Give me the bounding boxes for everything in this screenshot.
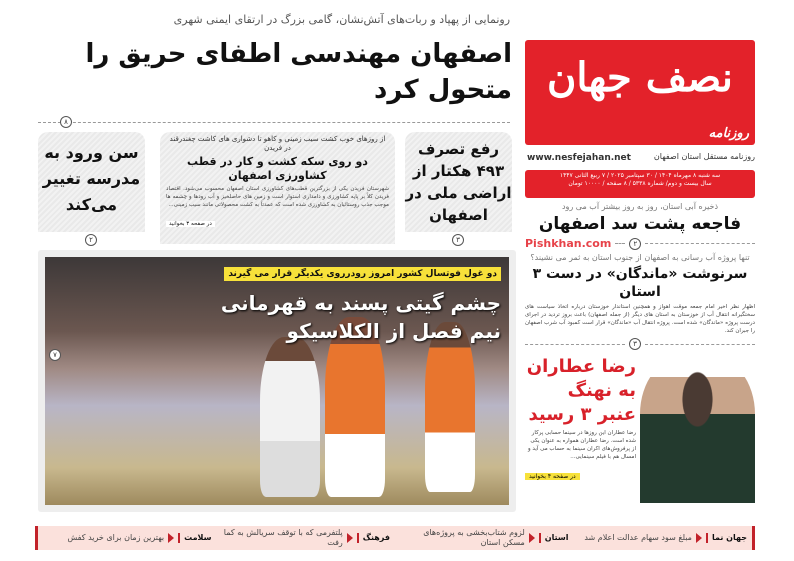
divider [525, 344, 625, 345]
ticker-text: لزوم شتاب‌بخشی به پروژه‌های مسکن استان [423, 528, 525, 547]
photo-headline-line: نیم فصل از الکلاسیکو [286, 319, 501, 343]
news-ticker [35, 526, 755, 550]
story-title-attaran: رضا عطاران به نهنگ عنبر ۳ رسید [526, 356, 636, 425]
triangle-icon [347, 533, 353, 543]
story-kicker: ذخیره آبی استان، روز به روز بیشتر آب می رود [561, 202, 719, 211]
reza-attaran-photo [640, 355, 755, 503]
ticker-item[interactable] [217, 526, 396, 550]
divider-row [525, 237, 755, 250]
story-body: شهرستان فریدن یکی از بزرگترین قطب‌های کشاورزی استان اصفهان محسوب می‌شود. اقتصاد فریدن کلاً بر پایه کشاورزی و دامداری استوار است و زمین های حاصلخیز و آب رودها و چشمه ها موجب جذب روستائیان به کشاورزی شده است که عمدتاً به کشت محصولاتی مانند سیب زمینی... [166, 186, 389, 208]
right-column [525, 202, 755, 503]
photo-headline [221, 289, 501, 345]
divider [645, 344, 755, 345]
story-title: رفع تصرف ۴۹۳ هکتار از اراضی ملی در اصفهان [405, 140, 512, 224]
ticker-text: پلتفرمی که با توقف سریالش به کما رفت [223, 528, 343, 547]
story-title: سرنوشت «ماندگان» در دست ۳ استان [532, 266, 748, 300]
read-more[interactable]: در صفحه ۳ بخوانید [166, 221, 215, 227]
read-more[interactable]: در صفحه ۴ بخوانید [525, 473, 580, 480]
website-url[interactable]: www.nesfejahan.net [527, 153, 631, 163]
date-line: سه شنبه ۸ مهرماه ۱۴۰۴ / ۳۰ سپتامبر ۲۰۲۵ / ۷ ربیع الثانی ۱۴۴۷ [559, 172, 721, 179]
page-ref: ۷ [49, 349, 61, 361]
ticker-text: بهترین زمان برای خرید کفش [67, 533, 165, 542]
lead-headline[interactable]: اصفهان مهندسی اطفای حریق را متحول کرد [85, 39, 512, 105]
ticker-section: جهان نما [706, 533, 747, 543]
story-box-fereydan[interactable] [160, 132, 395, 244]
story-title: سن ورود به مدرسه تغییر می‌کند [42, 143, 141, 214]
lead-kicker: رونمایی از پهپاد و ربات‌های آتش‌نشان، گامی بزرگ در ارتقای ایمنی شهری [173, 13, 510, 26]
triangle-icon [696, 533, 702, 543]
logo-sub: روزنامه [708, 126, 749, 141]
story-kicker: از روزهای خوب کشت سیب زمینی و کاهو تا دشواری های کاشت چغندرقند در فریدن [169, 135, 386, 152]
ticker-section: فرهنگ [357, 533, 390, 543]
ticker-section: استان [539, 533, 569, 543]
page-ref: ۸ [60, 116, 72, 128]
page-ref: ۲ [85, 234, 97, 246]
story-box-school[interactable] [38, 132, 145, 232]
ticker-section: سلامت [178, 533, 211, 543]
story-mandegan[interactable] [525, 253, 755, 335]
story-body: اظهار نظر اخیر امام جمعه موقت اهواز و همچنین استاندار خوزستان درباره اتخاذ سیاست های سختگیرانه انتقال آب از خوزستان به استان های دیگر (از جمله اصفهان) باعث بروز تردید در اجرای درست پروژه «ماندگان» شده است. پروژه انتقال آب «ماندگان» قرار است کمبود آب شرب اصفهان را جبران کند. [525, 304, 755, 334]
divider [615, 243, 625, 244]
story-title: دو روی سکه کشت و کار در قطب کشاورزی اصفهان [187, 155, 368, 182]
story-box-land[interactable] [405, 132, 512, 232]
ticker-text: مبلغ سود سهام عدالت اعلام شد [584, 533, 692, 542]
triangle-icon [529, 533, 535, 543]
photo-kicker: دو غول فوتسال کشور امروز رودرروی یکدیگر قرار می گیرند [224, 267, 501, 281]
divider [38, 122, 510, 123]
page-ref: ۳ [452, 234, 464, 246]
triangle-icon [168, 533, 174, 543]
player-figure [425, 322, 475, 492]
photo-headline-line: چشم گیتی پسند به قهرمانی [220, 291, 501, 315]
story-body: رضا عطاران این روزها در سینما حسابی پرکار شده است. رضا عطاران همواره به عنوان یکی از پرفروش‌های اکران سینما به حساب می آید و امسال هم با فیلم سینمایی... [528, 430, 636, 460]
ticker-item[interactable] [395, 526, 574, 550]
photo-story[interactable] [38, 250, 516, 512]
divider-row [525, 338, 755, 350]
ticker-item[interactable] [38, 531, 217, 545]
futsal-photo [45, 257, 509, 505]
story-kicker: تنها پروژه آب رسانی به اصفهان از جنوب استان به ثمر می نشیند؟ [530, 253, 750, 262]
divider [645, 243, 755, 244]
masthead-logo [525, 40, 755, 145]
date-bar [525, 170, 755, 198]
player-figure [260, 337, 320, 497]
page-ref: ۲ [629, 238, 641, 250]
issue-line: سال بیست و دوم/ شماره ۵۳۳۸ / ۸ صفحه / ۱۰۰۰۰ تومان [568, 180, 712, 187]
watermark: Pishkhan.com [525, 237, 612, 250]
ticker-item[interactable] [574, 531, 753, 545]
story-attaran[interactable] [525, 355, 755, 503]
logo-text: نصف جهان [547, 54, 733, 101]
tagline: روزنامه مستقل استان اصفهان [653, 152, 755, 161]
story-dam[interactable] [525, 202, 755, 234]
story-title: فاجعه پشت سد اصفهان [538, 214, 742, 234]
page-ref: ۳ [629, 338, 641, 350]
